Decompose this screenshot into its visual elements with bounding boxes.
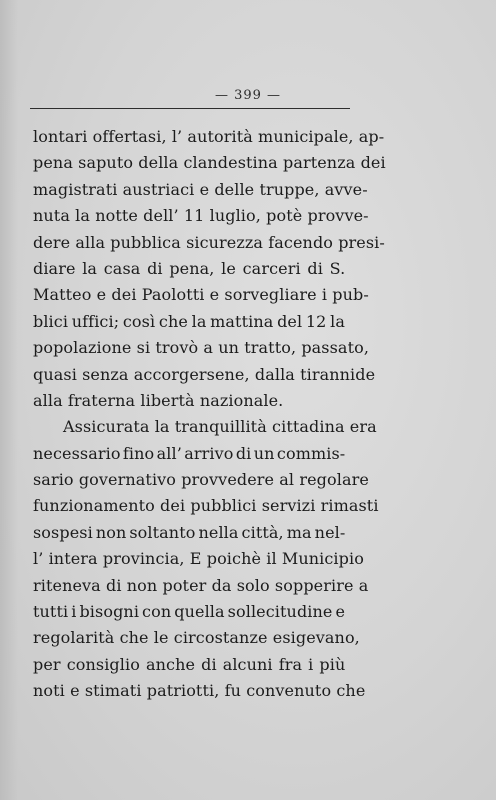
text-line: riteneva di non poter da solo sopperire a [33,575,369,595]
text-line: blici uffici; così che la mattina del 12 la [33,311,345,331]
spine-shadow [0,0,18,800]
text-line: sario governativo provvedere al regolare [33,470,369,490]
text-line: l’ intera provincia, E poichè il Municipio [33,549,364,569]
text-line: noti e stimati patriotti, fu convenuto che [33,681,366,701]
text-line: funzionamento dei pubblici servizi rimasti [33,496,379,516]
text-line: per consiglio anche di alcuni fra i più [33,654,346,674]
text-line: pena saputo della clandestina partenza dei [33,153,386,173]
text-line: nuta la notte dell’ 11 luglio, potè provve- [33,206,369,226]
text-line: magistrati austriaci e delle truppe, avve- [33,179,368,199]
text-line: Assicurata la tranquillità cittadina era [63,417,377,437]
text-line: Matteo e dei Paolotti e sorvegliare i pub- [33,285,369,305]
text-line: necessario fino all’ arrivo di un commis- [33,443,346,463]
text-line: sospesi non soltanto nella città, ma nel- [33,522,346,542]
text-line: tutti i bisogni con quella sollecitudine e [33,602,346,622]
page-number-header: — 399 — [214,88,282,103]
text-line: regolarità che le circostanze esigevano, [33,628,360,648]
text-line: lontari offertasi, l’ autorità municipale, ap- [33,127,385,146]
header-rule [30,108,350,109]
text-line: dere alla pubblica sicurezza facendo presi- [33,232,385,252]
text-line: alla fraterna libertà nazionale. [33,390,284,410]
text-line: diare la casa di pena, le carceri di S. [33,258,346,278]
text-line: quasi senza accorgersene, dalla tirannide [33,364,376,384]
text-line: popolazione si trovò a un tratto, passato, [33,338,370,358]
body-text [33,124,386,705]
